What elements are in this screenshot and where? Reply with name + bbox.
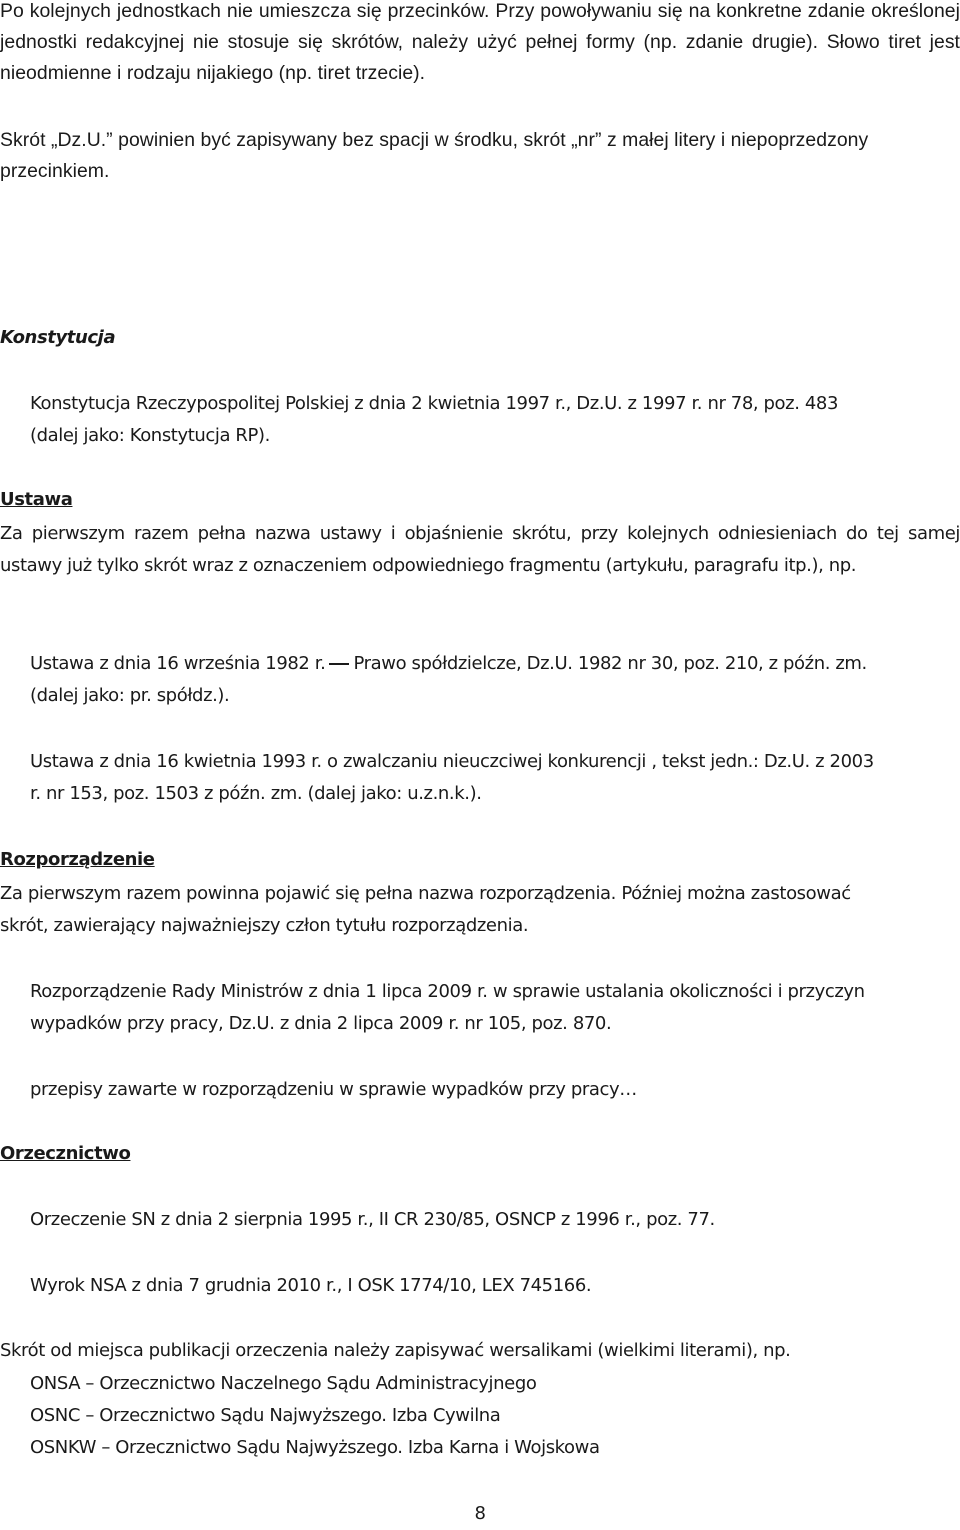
intro-paragraph-1: Po kolejnych jednostkach nie umieszcza się przecinków. Przy powoływaniu się na konkretne zdanie określonej jednostki redakcyjnej nie stosuje się skrótów, należy użyć pełnej formy (np. zdanie drugie). Słowo tiret jest nieodmienne i rodzaju nijakiego (np. tiret trzecie). bbox=[0, 0, 960, 84]
heading-ustawa: Ustawa bbox=[0, 489, 73, 510]
ustawa-example-1-part-1: Ustawa z dnia 16 września 1982 r. bbox=[30, 653, 326, 674]
heading-orzecznictwo: Orzecznictwo bbox=[0, 1143, 131, 1164]
rozporzadzenie-description bbox=[0, 878, 960, 942]
ustawa-example-1-line-2: (dalej jako: pr. spółdz.). bbox=[30, 685, 230, 706]
abbreviation-osnc: OSNC – Orzecznictwo Sądu Najwyższego. Izba Cywilna bbox=[30, 1405, 501, 1426]
page-number: 8 bbox=[474, 1503, 486, 1524]
rozporzadzenie-example-line-2: wypadków przy pracy, Dz.U. z dnia 2 lipca 2009 r. nr 105, poz. 870. bbox=[30, 1013, 612, 1034]
orzecznictwo-note: Skrót od miejsca publikacji orzeczenia należy zapisywać wersalikami (wielkimi literami), np. bbox=[0, 1340, 791, 1361]
konstytucja-example-line-1: Konstytucja Rzeczypospolitej Polskiej z dnia 2 kwietnia 1997 r., Dz.U. z 1997 r. nr 78, poz. 483 bbox=[30, 393, 839, 414]
orzecznictwo-example-2: Wyrok NSA z dnia 7 grudnia 2010 r., I OSK 1774/10, LEX 745166. bbox=[30, 1275, 592, 1296]
abbreviation-onsa: ONSA – Orzecznictwo Naczelnego Sądu Administracyjnego bbox=[30, 1373, 537, 1394]
ustawa-example-1 bbox=[30, 648, 960, 712]
ustawa-example-2-line-2: r. nr 153, poz. 1503 z późn. zm. (dalej jako: u.z.n.k.). bbox=[30, 783, 482, 804]
rozporzadzenie-example-line-1: Rozporządzenie Rady Ministrów z dnia 1 lipca 2009 r. w sprawie ustalania okoliczności i przyczyn bbox=[30, 981, 865, 1002]
heading-rozporzadzenie: Rozporządzenie bbox=[0, 849, 155, 870]
em-dash bbox=[329, 663, 349, 665]
rozporzadzenie-short-form: przepisy zawarte w rozporządzeniu w sprawie wypadków przy pracy… bbox=[30, 1079, 637, 1100]
ustawa-example-1-line-1 bbox=[30, 648, 960, 680]
heading-konstytucja: Konstytucja bbox=[0, 327, 116, 348]
intro-paragraph-2: Skrót „Dz.U.” powinien być zapisywany bez spacji w środku, skrót „nr” z małej litery i niepoprzedzony przecinkiem. bbox=[0, 129, 869, 182]
rozporzadzenie-example bbox=[30, 976, 960, 1040]
ustawa-description: Za pierwszym razem pełna nazwa ustawy i objaśnienie skrótu, przy kolejnych odniesieniach do tej samej ustawy już tylko skrót wraz z oznaczeniem odpowiedniego fragmentu (artykułu, paragrafu itp.), np. bbox=[0, 523, 960, 576]
ustawa-example-2 bbox=[30, 746, 960, 810]
abbreviation-osnkw: OSNKW – Orzecznictwo Sądu Najwyższego. Izba Karna i Wojskowa bbox=[30, 1437, 600, 1458]
rozporzadzenie-description-line-1: Za pierwszym razem powinna pojawić się pełna nazwa rozporządzenia. Później można zastosować bbox=[0, 883, 851, 904]
rozporzadzenie-description-line-2: skrót, zawierający najważniejszy człon tytułu rozporządzenia. bbox=[0, 915, 529, 936]
orzecznictwo-example-1: Orzeczenie SN z dnia 2 sierpnia 1995 r., II CR 230/85, OSNCP z 1996 r., poz. 77. bbox=[30, 1209, 715, 1230]
ustawa-example-2-line-1: Ustawa z dnia 16 kwietnia 1993 r. o zwalczaniu nieuczciwej konkurencji , tekst jedn.: Dz.U. z 2003 bbox=[30, 751, 874, 772]
konstytucja-example-line-2: (dalej jako: Konstytucja RP). bbox=[30, 425, 270, 446]
ustawa-example-1-part-2: Prawo spółdzielcze, Dz.U. 1982 nr 30, poz. 210, z późn. zm. bbox=[353, 653, 867, 674]
abbreviations-list bbox=[30, 1368, 600, 1464]
konstytucja-example bbox=[30, 388, 960, 452]
